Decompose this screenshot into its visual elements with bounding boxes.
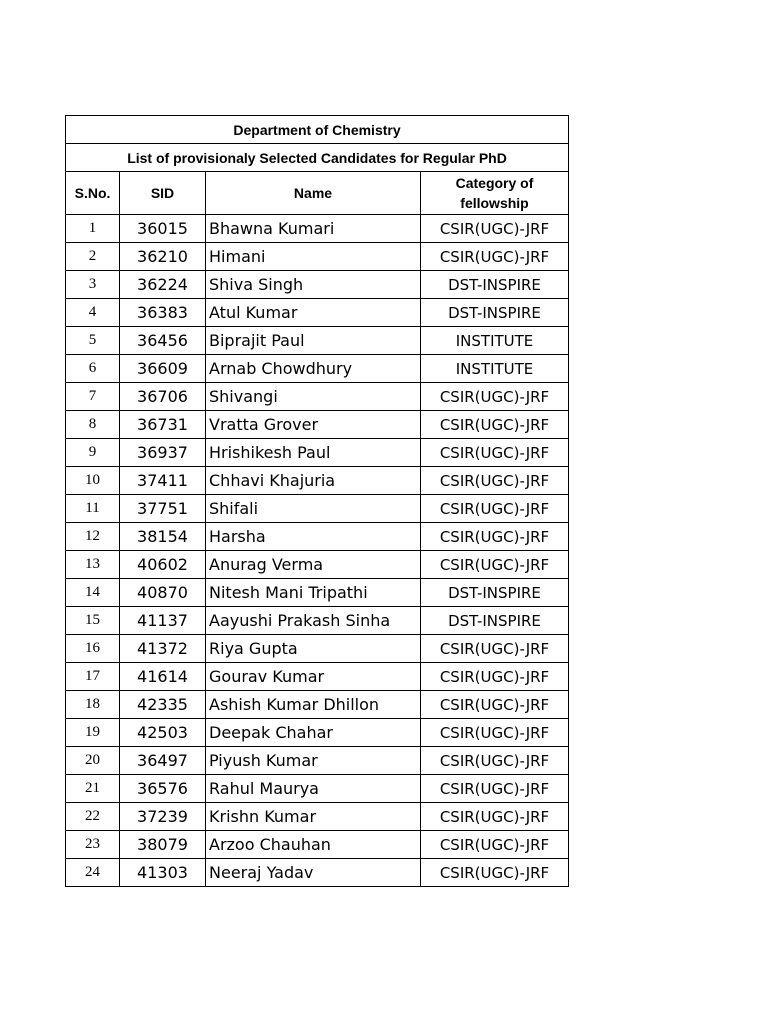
row-category: CSIR(UGC)-JRF [421,719,569,747]
row-name: Anurag Verma [206,551,421,579]
table-row [66,803,569,831]
row-sid: 38154 [120,523,206,551]
table-row [66,215,569,243]
row-name: Harsha [206,523,421,551]
row-sno: 2 [66,243,120,271]
row-sno: 3 [66,271,120,299]
row-sid: 36937 [120,439,206,467]
row-name: Ashish Kumar Dhillon [206,691,421,719]
row-sno: 13 [66,551,120,579]
row-name: Arnab Chowdhury [206,355,421,383]
row-name: Bhawna Kumari [206,215,421,243]
table-row [66,663,569,691]
row-name: Atul Kumar [206,299,421,327]
row-sno: 18 [66,691,120,719]
row-sno: 12 [66,523,120,551]
row-sid: 42335 [120,691,206,719]
candidate-list-sheet [65,115,568,887]
row-sno: 11 [66,495,120,523]
table-row [66,579,569,607]
row-sid: 42503 [120,719,206,747]
row-category: INSTITUTE [421,327,569,355]
row-sno: 5 [66,327,120,355]
table-row [66,467,569,495]
row-sid: 36497 [120,747,206,775]
row-sid: 36210 [120,243,206,271]
table-row [66,271,569,299]
table-row [66,327,569,355]
table-row [66,775,569,803]
table-row [66,383,569,411]
row-sid: 41372 [120,635,206,663]
row-category: DST-INSPIRE [421,607,569,635]
column-header-name: Name [206,172,421,215]
department-title: Department of Chemistry [66,116,569,144]
table-row [66,411,569,439]
row-sno: 9 [66,439,120,467]
row-name: Hrishikesh Paul [206,439,421,467]
row-sid: 36731 [120,411,206,439]
row-sno: 22 [66,803,120,831]
row-name: Arzoo Chauhan [206,831,421,859]
row-category: DST-INSPIRE [421,299,569,327]
row-category: CSIR(UGC)-JRF [421,551,569,579]
row-sno: 23 [66,831,120,859]
row-sid: 36706 [120,383,206,411]
column-header-sid: SID [120,172,206,215]
row-name: Piyush Kumar [206,747,421,775]
row-name: Shivangi [206,383,421,411]
table-row [66,719,569,747]
row-sno: 8 [66,411,120,439]
row-name: Chhavi Khajuria [206,467,421,495]
row-name: Nitesh Mani Tripathi [206,579,421,607]
table-row [66,551,569,579]
table-row [66,243,569,271]
row-name: Vratta Grover [206,411,421,439]
row-category: CSIR(UGC)-JRF [421,663,569,691]
column-header-category [421,172,569,215]
row-sid: 36015 [120,215,206,243]
row-sid: 38079 [120,831,206,859]
row-category: DST-INSPIRE [421,271,569,299]
list-title: List of provisionaly Selected Candidates for Regular PhD [66,144,569,172]
row-category: INSTITUTE [421,355,569,383]
table-row [66,691,569,719]
table-row [66,607,569,635]
row-category: CSIR(UGC)-JRF [421,691,569,719]
row-category: CSIR(UGC)-JRF [421,215,569,243]
row-name: Neeraj Yadav [206,859,421,887]
table-row [66,523,569,551]
row-sno: 17 [66,663,120,691]
row-name: Gourav Kumar [206,663,421,691]
row-category: CSIR(UGC)-JRF [421,439,569,467]
row-sno: 16 [66,635,120,663]
row-category: CSIR(UGC)-JRF [421,747,569,775]
table-body [66,215,569,887]
table-header [66,116,569,215]
row-sid: 36576 [120,775,206,803]
table-row [66,355,569,383]
row-sno: 14 [66,579,120,607]
row-sno: 10 [66,467,120,495]
row-sid: 36609 [120,355,206,383]
row-category: CSIR(UGC)-JRF [421,803,569,831]
row-sid: 41137 [120,607,206,635]
column-header-category-label: Category of fellowship [455,175,534,211]
row-name: Deepak Chahar [206,719,421,747]
table-row [66,495,569,523]
row-sno: 6 [66,355,120,383]
table-row [66,831,569,859]
row-category: CSIR(UGC)-JRF [421,831,569,859]
row-category: CSIR(UGC)-JRF [421,635,569,663]
row-name: Rahul Maurya [206,775,421,803]
row-name: Shifali [206,495,421,523]
row-name: Biprajit Paul [206,327,421,355]
row-category: CSIR(UGC)-JRF [421,383,569,411]
row-sno: 21 [66,775,120,803]
row-category: CSIR(UGC)-JRF [421,523,569,551]
row-category: CSIR(UGC)-JRF [421,495,569,523]
table-row [66,859,569,887]
row-sno: 4 [66,299,120,327]
table-row [66,439,569,467]
row-sid: 36383 [120,299,206,327]
row-sid: 40602 [120,551,206,579]
row-sid: 37751 [120,495,206,523]
row-sno: 20 [66,747,120,775]
row-sno: 19 [66,719,120,747]
row-sid: 41614 [120,663,206,691]
column-header-sno: S.No. [66,172,120,215]
table-row [66,747,569,775]
row-sno: 24 [66,859,120,887]
row-category: CSIR(UGC)-JRF [421,467,569,495]
row-name: Aayushi Prakash Sinha [206,607,421,635]
row-category: CSIR(UGC)-JRF [421,775,569,803]
row-category: CSIR(UGC)-JRF [421,243,569,271]
row-name: Riya Gupta [206,635,421,663]
row-sno: 1 [66,215,120,243]
table-row [66,635,569,663]
row-sid: 41303 [120,859,206,887]
row-sno: 7 [66,383,120,411]
candidate-table [65,115,569,887]
row-name: Himani [206,243,421,271]
row-sid: 37411 [120,467,206,495]
table-row [66,299,569,327]
row-sid: 37239 [120,803,206,831]
row-category: CSIR(UGC)-JRF [421,859,569,887]
row-sno: 15 [66,607,120,635]
row-category: CSIR(UGC)-JRF [421,411,569,439]
row-sid: 40870 [120,579,206,607]
row-name: Krishn Kumar [206,803,421,831]
row-sid: 36224 [120,271,206,299]
row-name: Shiva Singh [206,271,421,299]
row-sid: 36456 [120,327,206,355]
row-category: DST-INSPIRE [421,579,569,607]
